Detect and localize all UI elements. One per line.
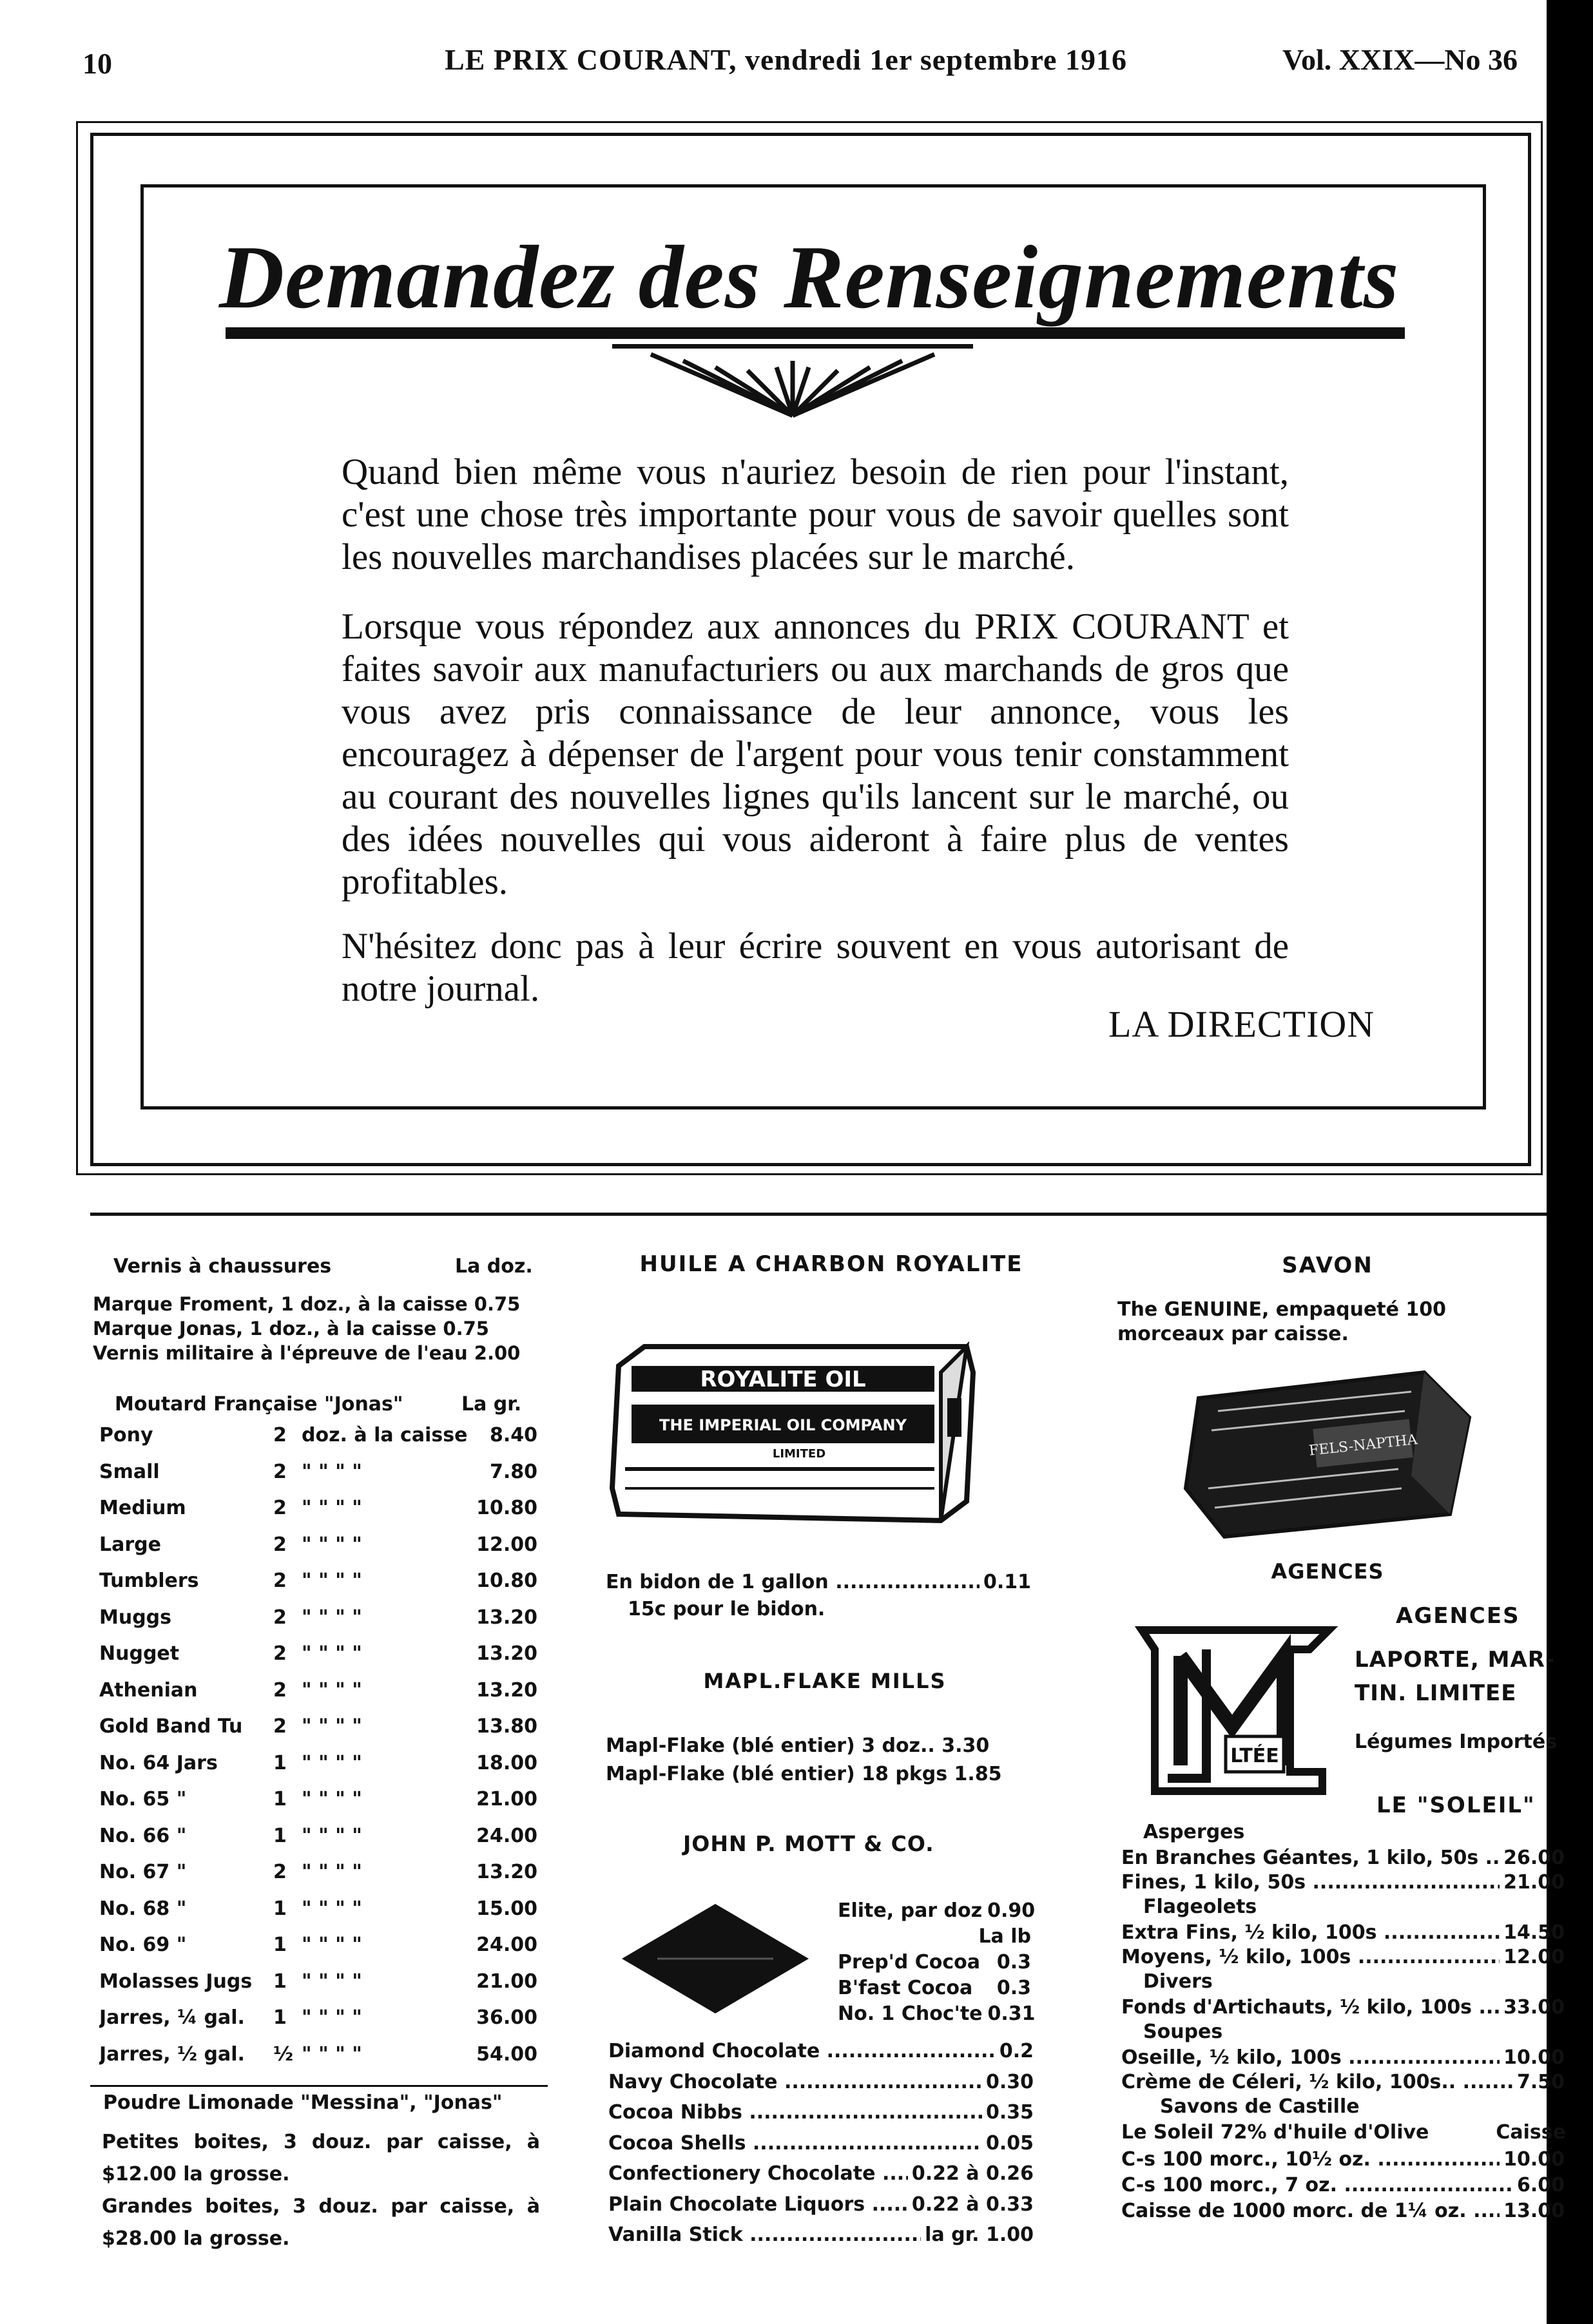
item-label: Plain Chocolate Liquors ..... [608,2192,908,2218]
mott-top-row [838,1950,1031,1975]
page-number: 10 [82,47,112,80]
bidon-note: 15c pour le bidon. [628,1598,825,1620]
item-price: 13.20 [476,1678,537,1702]
notice-headline: Demandez des Renseignements [219,227,1400,327]
mustard-row [99,1751,537,1776]
mustard-row [99,1932,537,1958]
lemonade-large-boxes: Grandes boites, 3 douz. par caisse, à $28.00 la grosse. [102,2195,540,2250]
notice-paragraph-3: N'hésitez donc pas à leur écrire souvent en vous autorisant de notre journal. [342,926,1289,1009]
soap-description: The GENUINE, empaqueté 100 morceaux par caisse. [1117,1298,1447,1345]
item-name: Large [99,1533,161,1556]
imported-vegetables-label: Légumes Importés [1355,1731,1558,1753]
laporte-martin-logo-icon [1129,1624,1342,1798]
item-name: Jarres, ½ gal. [99,2042,245,2066]
mott-top-row [838,1975,1031,2001]
item-unit: doz. à la caisse [302,1424,468,1446]
item-label: C-s 100 morc., 7 oz. ..... [1121,2173,1513,2198]
running-title: LE PRIX COURANT, vendredi 1er septembre 1916 [445,43,1127,76]
sunburst-ornament-icon [612,341,973,419]
item-unit: " " " " [302,1642,362,1665]
oil-can-limited: LIMITED [772,1447,826,1461]
lemonade-heading: Poudre Limonade "Messina", "Jonas" [103,2091,503,2114]
volume-number: Vol. XXIX—No 36 [1282,43,1518,76]
item-price: 15.00 [476,1897,537,1920]
firm-name-line-2: TIN. LIMITEE [1355,1680,1517,1706]
text-line: Vernis militaire à l'épreuve de l'eau 2.00 [93,1342,521,1364]
item-name: No. 65 " [99,1788,187,1810]
price-row [608,2100,1034,2126]
item-label: No. 1 Choc'te [838,2002,983,2025]
mustard-row [99,1641,537,1667]
mustard-row [99,1859,537,1885]
item-qty: 2 [273,1460,287,1483]
item-name: Small [99,1460,160,1483]
lemonade-small-boxes: Petites boites, 3 douz. par caisse, à $12.00 la grosse. [102,2131,540,2185]
mustard-row [99,1495,537,1521]
soap-brand: FELS-NAPTHA [1308,1432,1418,1459]
item-price: 33.00 [1503,1996,1565,2019]
item-qty: 2 [273,1533,287,1556]
item-price: 0.22 à 0.33 [911,2193,1034,2216]
agences-heading-2: AGENCES [1396,1603,1520,1629]
item-unit: " " " " [302,2006,362,2029]
maplflake-heading: MAPL.FLAKE MILLS [703,1669,947,1693]
castile-sub: Le Soleil 72% d'huile d'Olive [1121,2121,1429,2144]
item-price: 0.22 à 0.26 [911,2162,1034,2185]
item-price: 26.00 [1503,1847,1565,1869]
section-title: Flageolets [1143,1896,1257,1918]
mustard-row [99,1714,537,1740]
mustard-row [99,1532,537,1558]
castile-title: Savons de Castille [1160,2095,1360,2118]
oil-can-icon [606,1321,980,1533]
scan-edge [1547,0,1593,2324]
item-name: No. 67 " [99,1861,187,1883]
maplflake-item: Mapl-Flake (blé entier) 3 doz.. 3.30 [606,1734,990,1757]
item-unit: " " " " [302,1788,362,1810]
item-label: B'fast Cocoa [838,1977,973,1999]
text-line: Marque Froment, 1 doz., à la caisse 0.75 [93,1293,521,1315]
text-line: Marque Jonas, 1 doz., à la caisse 0.75 [93,1318,489,1340]
mustard-heading: Moutard Française "Jonas" [115,1393,403,1416]
item-name: Pony [99,1424,153,1446]
item-qty: 1 [273,1751,287,1774]
item-name: Medium [99,1497,186,1519]
royalite-heading: HUILE A CHARBON ROYALITE [639,1251,1023,1277]
item-price: 24.00 [476,1824,537,1847]
item-price: 0.90 [987,1899,1036,1922]
item-unit: " " " " [302,1897,362,1920]
mustard-row [99,1969,537,1995]
item-label: Oseille, ½ kilo, 100s ..... [1121,2045,1500,2071]
price-row [1121,2198,1565,2224]
mustard-row [99,1605,537,1631]
mustard-row [99,1787,537,1812]
oil-can-brand: ROYALITE OIL [700,1367,866,1392]
maplflake-item: Mapl-Flake (blé entier) 18 pkgs 1.85 [606,1763,1002,1785]
item-qty: 2 [273,1642,287,1665]
mott-top-row [838,2001,1036,2027]
item-name: No. 64 Jars [99,1751,218,1774]
item-unit: " " " " [302,1751,362,1774]
item-qty: 2 [273,1570,287,1592]
item-qty: 2 [273,1678,287,1702]
price-row [1121,1920,1565,1946]
mott-heading: JOHN P. MOTT & CO. [683,1831,934,1856]
mustard-row [99,1568,537,1594]
mustard-row [99,1823,537,1849]
firm-name-line-1: LAPORTE, MAR- [1355,1647,1556,1673]
item-price: 24.00 [476,1934,537,1956]
item-price: 0.2 [999,2040,1034,2062]
item-price: 0.35 [985,2101,1034,2124]
mott-top-row [838,1898,1036,1924]
price-row [608,2131,1034,2156]
notice-paragraph-1: Quand bien même vous n'auriez besoin de rien pour l'instant, c'est une chose très importante pour vous de savoir quelles sont les nouvelles marchandises placées sur le marché. [342,452,1289,577]
item-qty: 1 [273,1897,287,1920]
castile-unit: Caisse [1496,2121,1566,2144]
item-label: Crème de Céleri, ½ kilo, 100s.. ..... [1121,2070,1513,2095]
item-qty: 2 [273,1424,287,1446]
item-unit: " " " " [302,1460,362,1483]
item-price: 21.00 [1503,1871,1565,1894]
section-separator [90,1213,1547,1216]
diamond-chocolate-logo-icon [619,1901,812,2017]
price-row [1121,1870,1565,1896]
item-name: Athenian [99,1678,198,1702]
price-row [1121,1945,1565,1970]
item-name: Nugget [99,1642,180,1665]
price-row [608,2222,1034,2248]
mustard-row [99,1459,537,1485]
item-price: 0.31 [987,2002,1036,2025]
item-price: 0.30 [985,2070,1034,2093]
shoe-polish-unit: La doz. [455,1255,533,1278]
item-label: Vanilla Stick ..... [608,2222,921,2248]
item-qty: 2 [273,1861,287,1883]
item-price: La lb [978,1925,1031,1948]
item-price: 0.11 [983,1571,1031,1593]
item-price: 10.00 [1503,2046,1565,2069]
item-unit: " " " " [302,1970,362,1993]
item-unit: " " " " [302,1715,362,1738]
item-unit: " " " " [302,1497,362,1519]
price-row [1121,1845,1565,1871]
item-name: No. 66 " [99,1824,187,1847]
item-unit: " " " " [302,1934,362,1956]
item-qty: 1 [273,1970,287,1993]
item-price: 13.80 [476,1715,537,1738]
item-price: 13.20 [476,1642,537,1665]
item-label: Navy Chocolate ..... [608,2070,982,2095]
item-price: 10.80 [476,1570,537,1592]
item-price: 13.20 [476,1606,537,1629]
item-name: Gold Band Tu [99,1715,243,1738]
notice-paragraph-2: Lorsque vous répondez aux annonces du PRIX COURANT et faites savoir aux manufacturiers ou aux marchands de gros que vous avez pris connaissance de leur annonce, vous les encouragez à dépenser de l'argent pour vous tenir constamment au courant des nouvelles lignes qu'ils lancent sur le marché, ou des idées nouvelles qui vous aideront à faire plus de ventes profitables. [342,606,1289,902]
item-price: 13.00 [1503,2200,1565,2222]
item-price: 8.40 [489,1424,537,1446]
price-row [608,2161,1034,2187]
notice-signature: LA DIRECTION [1108,1003,1375,1045]
item-price: 0.3 [996,1977,1031,1999]
oil-can-company: THE IMPERIAL OIL COMPANY [659,1416,907,1434]
soap-heading: SAVON [1282,1253,1373,1278]
item-name: Molasses Jugs [99,1970,253,1993]
item-price: 10.80 [476,1497,537,1519]
item-qty: 1 [273,1824,287,1847]
item-price: 13.20 [476,1861,537,1883]
item-label: Cocoa Shells ..... [608,2131,982,2156]
item-price: 12.00 [476,1533,537,1556]
price-row [1121,2070,1565,2095]
item-label: Diamond Chocolate ..... [608,2039,996,2064]
item-qty: ½ [273,2042,294,2066]
item-label: Confectionery Chocolate ..... [608,2161,908,2187]
item-label: Fines, 1 kilo, 50s ..... [1121,1870,1500,1896]
left-divider [90,2085,548,2087]
price-row [608,2070,1034,2095]
item-qty: 1 [273,1934,287,1956]
mustard-row [99,1423,537,1448]
price-row [1121,1995,1565,2021]
headline-rule [226,327,1405,339]
section-title: Divers [1143,1970,1213,1993]
item-unit: " " " " [302,1678,362,1702]
item-qty: 2 [273,1606,287,1629]
item-label: C-s 100 morc., 10½ oz. ..... [1121,2147,1500,2173]
mustard-row [99,2005,537,2031]
castile-subtitle [1121,2120,1566,2146]
item-qty: 1 [273,2006,287,2029]
item-qty: 2 [273,1497,287,1519]
item-name: No. 69 " [99,1934,187,1956]
mustard-row [99,1678,537,1704]
section-title: Soupes [1143,2021,1223,2043]
item-unit: " " " " [302,1533,362,1556]
price-row [1121,2147,1565,2173]
mustard-unit: La gr. [461,1393,522,1416]
item-price: 0.3 [996,1951,1031,1973]
price-row [1121,2045,1565,2071]
item-price: 21.00 [476,1970,537,1993]
item-label: Prep'd Cocoa [838,1951,980,1973]
item-price: 54.00 [476,2042,537,2066]
item-label: Fonds d'Artichauts, ½ kilo, 100s ..... [1121,1995,1500,2021]
item-qty: 2 [273,1715,287,1738]
item-unit: " " " " [302,1570,362,1592]
item-unit: " " " " [302,1824,362,1847]
item-price: la gr. 1.00 [925,2223,1034,2246]
mustard-row [99,2042,537,2068]
item-label: Elite, par doz [838,1899,983,1922]
agences-heading-1: AGENCES [1271,1559,1384,1584]
item-price: 0.05 [985,2131,1034,2155]
price-row [606,1570,1031,1595]
price-row [608,2192,1034,2218]
logo-text: LTÉE [1230,1745,1279,1767]
item-label: Extra Fins, ½ kilo, 100s ..... [1121,1920,1500,1946]
item-price: 14.50 [1503,1921,1565,1944]
item-price: 6.00 [1516,2174,1565,2196]
price-row [1121,2173,1565,2198]
item-price: 7.80 [489,1460,537,1483]
item-price: 18.00 [476,1751,537,1774]
item-qty: 1 [273,1788,287,1810]
item-name: Tumblers [99,1570,199,1592]
item-unit: " " " " [302,2042,362,2066]
item-label [838,1924,973,1950]
item-name: Jarres, ¼ gal. [99,2006,245,2029]
mustard-row [99,1896,537,1922]
item-label: En Branches Géantes, 1 kilo, 50s ..... [1121,1845,1500,1871]
item-label: Caisse de 1000 morc. de 1¼ oz. ..... [1121,2198,1500,2224]
soap-bar-icon [1179,1359,1476,1540]
shoe-polish-heading: Vernis à chaussures [113,1255,332,1278]
soleil-brand-heading: LE "SOLEIL" [1376,1792,1536,1818]
item-price: 10.00 [1503,2148,1565,2171]
item-price: 21.00 [476,1788,537,1810]
item-name: Muggs [99,1606,172,1629]
price-row [608,2039,1034,2064]
item-name: No. 68 " [99,1897,187,1920]
item-unit: " " " " [302,1606,362,1629]
item-unit: " " " " [302,1861,362,1883]
item-label: Moyens, ½ kilo, 100s ..... [1121,1945,1500,1970]
item-label: Cocoa Nibbs ..... [608,2100,982,2126]
item-price: 36.00 [476,2006,537,2029]
section-title: Asperges [1143,1821,1245,1843]
item-label: En bidon de 1 gallon ..... [606,1570,980,1595]
item-price: 7.50 [1516,2071,1565,2093]
mott-top-row [838,1924,1031,1950]
item-price: 12.00 [1503,1946,1565,1968]
